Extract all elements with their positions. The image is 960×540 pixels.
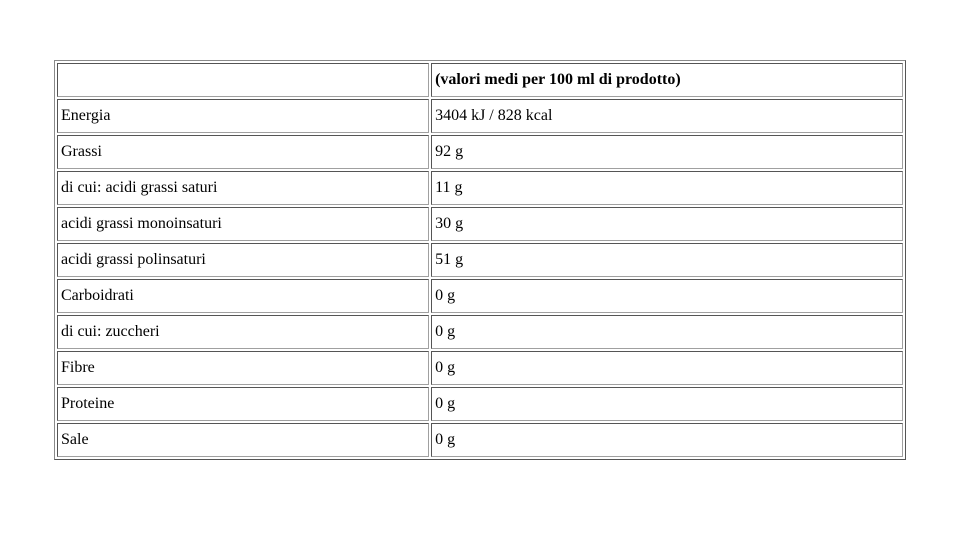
nutrient-value: 0 g [431,387,903,421]
nutrient-label: Sale [57,423,429,457]
nutrient-label: Fibre [57,351,429,385]
header-per-100ml-cell: (valori medi per 100 ml di prodotto) [431,63,903,97]
nutrient-label: Grassi [57,135,429,169]
nutrient-value: 92 g [431,135,903,169]
nutrient-label: acidi grassi polinsaturi [57,243,429,277]
nutrient-label: Energia [57,99,429,133]
nutrient-value: 51 g [431,243,903,277]
header-empty-cell [57,63,429,97]
nutrition-table [54,60,906,460]
table-row [57,171,903,205]
nutrient-value: 0 g [431,423,903,457]
table-row [57,387,903,421]
nutrient-label: di cui: acidi grassi saturi [57,171,429,205]
nutrient-value: 0 g [431,279,903,313]
nutrient-value: 3404 kJ / 828 kcal [431,99,903,133]
table-row [57,315,903,349]
nutrient-value: 0 g [431,351,903,385]
nutrient-label: di cui: zuccheri [57,315,429,349]
table-row [57,243,903,277]
nutrient-value: 30 g [431,207,903,241]
table-row [57,279,903,313]
nutrient-value: 0 g [431,315,903,349]
table-row [57,135,903,169]
nutrient-label: acidi grassi monoinsaturi [57,207,429,241]
nutrient-label: Proteine [57,387,429,421]
nutrient-value: 11 g [431,171,903,205]
table-header-row [57,63,903,97]
table-row [57,351,903,385]
table-row [57,99,903,133]
table-row [57,423,903,457]
table-row [57,207,903,241]
nutrient-label: Carboidrati [57,279,429,313]
